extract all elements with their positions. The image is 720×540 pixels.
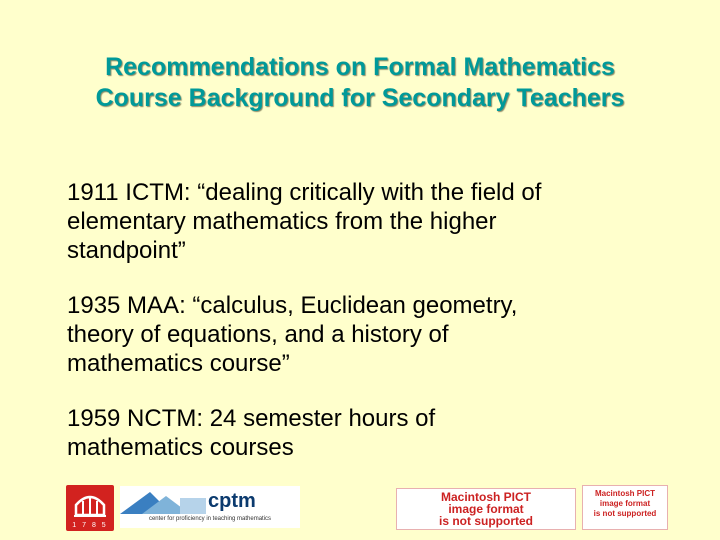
umd-year: 1 7 8 5 [72, 522, 108, 529]
paragraph-line: mathematics courses [67, 434, 294, 461]
pict-text-line: image format [448, 502, 524, 516]
pict-placeholder-large [396, 488, 576, 530]
pict-text-line: Macintosh PICT [594, 489, 655, 498]
paragraph-line: theory of equations, and a history of [67, 321, 449, 348]
paragraph-1911 [67, 178, 667, 265]
paragraph-line: 1959 NCTM: 24 semester hours of [67, 405, 436, 432]
cptm-logo [120, 486, 300, 528]
slide-title-line-2: Course Background for Secondary Teachers [95, 84, 625, 112]
logo-strip [0, 485, 720, 533]
umd-seal-logo [66, 485, 114, 531]
slide-title [0, 52, 720, 114]
paragraph-line: 1911 ICTM: “dealing critically with the field of [67, 179, 542, 206]
paragraph-line: standpoint” [67, 237, 186, 264]
slide-title-line-1: Recommendations on Formal Mathematics [105, 53, 615, 81]
pict-text-line: is not supported [593, 509, 657, 518]
paragraph-line: 1935 MAA: “calculus, Euclidean geometry, [67, 292, 518, 319]
pict-text-line: image format [599, 499, 651, 508]
cptm-tagline: center for proficiency in teaching mathematics [148, 516, 272, 522]
pict-text-line: is not supported [439, 514, 533, 528]
slide-body [67, 178, 667, 488]
paragraph-line: elementary mathematics from the higher [67, 208, 497, 235]
paragraph-1935 [67, 291, 667, 378]
pict-placeholder-small [582, 485, 668, 530]
paragraph-1959 [67, 404, 667, 462]
cptm-name: cptm [208, 490, 256, 512]
dome-icon [66, 485, 114, 521]
paragraph-line: mathematics course” [67, 350, 290, 377]
cptm-mountain-icon [120, 486, 210, 518]
pict-text-line: Macintosh PICT [440, 490, 531, 504]
